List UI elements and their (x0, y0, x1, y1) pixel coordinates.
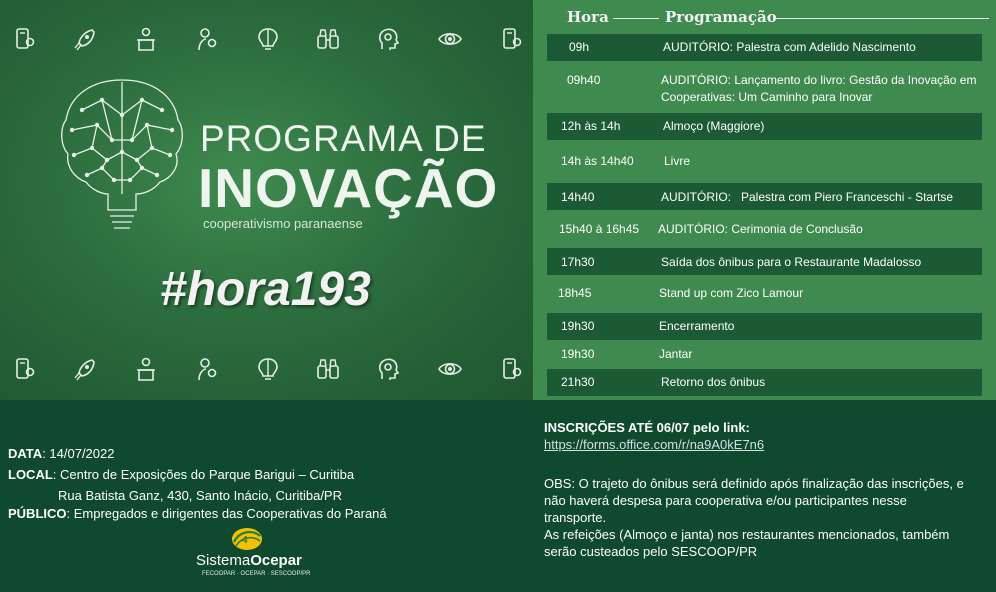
schedule-time: 14h40 (561, 190, 595, 204)
schedule-time: 17h30 (561, 255, 595, 269)
event-date (8, 446, 114, 461)
tablet-gear-icon (497, 25, 525, 53)
schedule-time: 19h30 (561, 319, 595, 333)
public-value: : Empregados e dirigentes das Cooperativas do Paraná (66, 506, 387, 521)
event-info-section (0, 400, 996, 592)
icon-row-bottom (10, 352, 525, 386)
person-presenting-icon (132, 25, 160, 53)
schedule-header-time: Hora (567, 8, 609, 26)
sistema-ocepar-logo (196, 526, 316, 586)
date-label: DATA (8, 446, 43, 461)
tablet-gear-icon (10, 25, 38, 53)
registration-link[interactable]: https://forms.office.com/r/na9A0kE7n6 (544, 437, 765, 452)
rocket-icon (71, 25, 99, 53)
schedule-time: 21h30 (561, 375, 595, 389)
schedule-time: 12h às 14h (561, 119, 621, 133)
icon-row-top (10, 22, 525, 56)
eye-icon (436, 355, 464, 383)
binoculars-icon (314, 355, 342, 383)
person-gear-icon (193, 25, 221, 53)
schedule-header (533, 6, 996, 28)
schedule-desc: Almoço (Maggiore) (663, 119, 765, 133)
observations (544, 475, 964, 560)
event-public (8, 506, 387, 521)
head-gear-icon (375, 355, 403, 383)
program-banner (0, 0, 533, 400)
header-divider (773, 18, 989, 19)
tablet-gear-icon (497, 355, 525, 383)
schedule-desc: Saída dos ônibus para o Restaurante Madalosso (661, 255, 922, 269)
schedule-desc: Retorno dos ônibus (661, 375, 766, 389)
rocket-icon (71, 355, 99, 383)
schedule-time: 18h45 (558, 286, 592, 300)
schedule-row (547, 280, 982, 307)
schedule-row (547, 215, 982, 242)
public-label: PÚBLICO (8, 506, 67, 521)
ocepar-mark-icon (230, 526, 264, 552)
schedule-row (547, 67, 982, 107)
schedule-desc: AUDITÓRIO: Lançamento do livro: Gestão da Inovação em Cooperativas: Um Caminho para Inovar (661, 73, 977, 104)
schedule-time: 09h (569, 40, 590, 54)
schedule-row (547, 313, 982, 340)
schedule-time: 09h40 (567, 73, 601, 87)
schedule-time: 14h às 14h40 (561, 154, 634, 168)
person-gear-icon (193, 355, 221, 383)
logo-text (196, 552, 302, 569)
schedule-panel (533, 0, 996, 400)
schedule-desc: Jantar (659, 347, 693, 361)
schedule-desc: Stand up com Zico Lamour (659, 286, 804, 300)
local-address: Rua Batista Ganz, 430, Santo Inácio, Curitiba/PR (58, 488, 342, 503)
obs-transport: OBS: O trajeto do ônibus será definido após finalização das inscrições, e não haverá despesa para cooperativa e/ou participantes nesse transporte. (544, 476, 964, 525)
schedule-row (547, 342, 982, 367)
schedule-row (547, 148, 982, 175)
obs-meals: As refeições (Almoço e janta) nos restaurantes mencionados, também serão custeados pelo SESCOOP/PR (544, 527, 950, 559)
schedule-desc: AUDITÓRIO: Palestra com Piero Franceschi - Startse (661, 190, 954, 204)
bulb-brain-icon (254, 355, 282, 383)
svg-text:4: 4 (242, 535, 248, 546)
event-local (8, 467, 354, 482)
bulb-brain-icon (254, 25, 282, 53)
registration-title: INSCRIÇÕES ATÉ 06/07 pelo link: (544, 420, 750, 435)
local-label: LOCAL (8, 467, 53, 482)
binoculars-icon (314, 25, 342, 53)
schedule-desc: AUDITÓRIO: Palestra com Adelido Nascimento (663, 40, 916, 54)
date-value: : 14/07/2022 (42, 446, 115, 461)
schedule-desc: AUDITÓRIO: Cerimonia de Conclusão (658, 222, 863, 236)
head-gear-icon (375, 25, 403, 53)
schedule-row (547, 248, 982, 275)
local-value: : Centro de Exposições do Parque Barigui – Curitiba (52, 467, 355, 482)
schedule-time: 19h30 (561, 347, 595, 361)
header-divider (613, 18, 659, 19)
tablet-gear-icon (10, 355, 38, 383)
schedule-header-program: Programação (665, 8, 777, 26)
schedule-row (547, 34, 982, 61)
schedule-row (547, 369, 982, 396)
program-title-line1: PROGRAMA DE (200, 118, 487, 159)
schedule-time: 15h40 à 16h45 (559, 222, 640, 236)
schedule-row (547, 113, 982, 140)
brain-bulb-icon (52, 70, 192, 240)
schedule-desc: Livre (664, 154, 691, 168)
schedule-desc: Encerramento (659, 319, 735, 333)
eye-icon (436, 25, 464, 53)
hashtag: #hora193 (160, 263, 371, 316)
person-presenting-icon (132, 355, 160, 383)
logo-text-regular: Sistema (196, 552, 251, 569)
schedule-row (547, 183, 982, 210)
logo-subtext: FECOOPAR · OCEPAR · SESCOOP/PR (202, 571, 311, 577)
program-subtitle: cooperativismo paranaense (203, 216, 363, 231)
logo-text-bold: Ocepar (250, 552, 302, 569)
program-title-line2: INOVAÇÃO (198, 157, 499, 219)
